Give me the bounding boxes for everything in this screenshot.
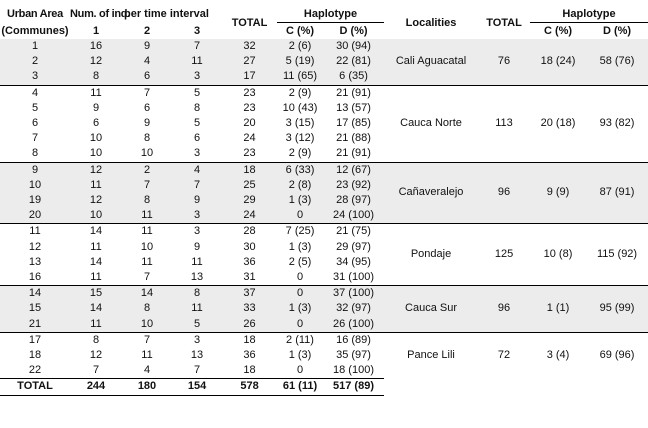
d-cell: 17 (85)	[336, 117, 371, 130]
totals-d: 517 (89)	[323, 379, 384, 395]
interval-3-cell: 11	[191, 255, 203, 268]
area-cell: 5	[31, 101, 39, 114]
total-cell: 37	[222, 286, 277, 302]
area-cell: 13	[28, 255, 42, 268]
interval-1-cell: 11	[90, 271, 102, 284]
total-cell: 26	[222, 317, 277, 333]
totals-total: 578	[222, 379, 277, 395]
total-cell: 33	[222, 301, 277, 316]
locality-total-cell: 96	[478, 286, 530, 333]
total-cell: 31	[243, 271, 256, 284]
header-localities: Localities	[405, 16, 457, 29]
interval-2-cell: 10	[122, 317, 172, 333]
interval-3-cell: 9	[172, 193, 222, 208]
locality-c-cell: 3 (4)	[530, 332, 586, 379]
d-cell: 31 (100)	[333, 271, 374, 284]
d-cell: 21 (91)	[336, 147, 371, 160]
totals-interval-1: 244	[70, 379, 122, 395]
interval-2-cell: 4	[143, 364, 151, 377]
interval-3-cell: 4	[172, 162, 222, 178]
c-cell: 11 (65)	[277, 69, 323, 85]
totals-empty-1	[384, 379, 478, 395]
interval-3-cell: 11	[172, 54, 222, 69]
d-cell: 23 (92)	[323, 178, 384, 193]
header-d-pct-2: D (%)	[602, 25, 632, 37]
area-cell: 12	[28, 240, 42, 253]
interval-3-cell: 6	[193, 132, 201, 145]
interval-3-cell: 3	[172, 69, 222, 85]
locality-cell: Cauca Sur	[384, 286, 478, 333]
interval-3-cell: 8	[193, 101, 201, 114]
d-cell: 26 (100)	[323, 317, 384, 333]
c-cell: 2 (8)	[277, 178, 323, 193]
interval-2-cell: 7	[143, 271, 151, 284]
table-row	[0, 162, 648, 178]
interval-1-cell: 12	[70, 162, 122, 178]
interval-2-cell: 6	[122, 69, 172, 85]
d-cell: 18 (100)	[333, 364, 374, 377]
totals-label: TOTAL	[0, 379, 70, 395]
total-cell: 36	[243, 255, 256, 268]
c-cell: 6 (33)	[277, 162, 323, 178]
total-cell: 28	[222, 224, 277, 240]
header-interval-1: 1	[92, 24, 100, 37]
area-cell: 10	[0, 178, 70, 193]
header-c-pct: C (%)	[285, 25, 315, 37]
interval-3-cell: 3	[193, 147, 201, 160]
interval-2-cell: 11	[141, 255, 153, 268]
header-haplotype-2: Haplotype	[530, 6, 648, 23]
total-cell: 25	[222, 178, 277, 193]
total-cell: 23	[243, 147, 256, 160]
d-cell: 37 (100)	[323, 286, 384, 302]
d-cell: 12 (67)	[323, 162, 384, 178]
d-cell: 6 (35)	[323, 69, 384, 85]
interval-1-cell: 14	[89, 255, 103, 268]
interval-3-cell: 8	[172, 286, 222, 302]
table-row	[0, 286, 648, 302]
d-cell: 21 (91)	[323, 85, 384, 101]
area-cell: 14	[0, 286, 70, 302]
interval-2-cell: 8	[122, 301, 172, 316]
header-c-pct-2: C (%)	[543, 25, 573, 37]
interval-3-cell: 13	[190, 271, 204, 284]
interval-3-cell: 5	[172, 85, 222, 101]
interval-2-cell: 9	[122, 39, 172, 54]
locality-total-cell: 76	[478, 39, 530, 85]
locality-d-cell: 69 (96)	[586, 332, 648, 379]
c-cell: 3 (15)	[285, 117, 315, 130]
interval-2-cell: 8	[143, 132, 151, 145]
totals-row	[0, 379, 648, 395]
locality-cell: Pance Lili	[384, 332, 478, 379]
locality-cell: Cañaveralejo	[384, 162, 478, 224]
interval-3-cell: 5	[172, 317, 222, 333]
c-cell: 1 (3)	[288, 240, 312, 253]
area-cell: 17	[0, 332, 70, 348]
interval-1-cell: 6	[92, 117, 100, 130]
c-cell: 10 (43)	[282, 101, 318, 114]
d-cell: 28 (97)	[323, 193, 384, 208]
locality-d-cell: 115 (92)	[586, 224, 648, 286]
area-cell: 7	[31, 132, 39, 145]
interval-3-cell: 3	[172, 224, 222, 240]
total-cell: 29	[222, 193, 277, 208]
locality-d-cell: 95 (99)	[586, 286, 648, 333]
total-cell: 20	[243, 117, 256, 130]
total-cell: 30	[243, 240, 256, 253]
locality-c-cell: 18 (24)	[530, 39, 586, 85]
interval-1-cell: 10	[70, 208, 122, 224]
c-cell: 0	[277, 286, 323, 302]
interval-2-cell: 7	[122, 85, 172, 101]
interval-3-cell: 13	[190, 349, 204, 362]
header-row-1	[0, 6, 648, 23]
c-cell: 7 (25)	[277, 224, 323, 240]
interval-1-cell: 11	[70, 178, 122, 193]
d-cell: 24 (100)	[323, 208, 384, 224]
area-cell: 3	[0, 69, 70, 85]
total-cell: 24	[243, 132, 256, 145]
c-cell: 0	[296, 271, 304, 284]
interval-3-cell: 7	[193, 364, 201, 377]
d-cell: 22 (81)	[323, 54, 384, 69]
locality-c-cell: 20 (18)	[530, 85, 586, 162]
header-total: TOTAL	[231, 16, 268, 29]
d-cell: 32 (97)	[323, 301, 384, 316]
interval-1-cell: 11	[90, 240, 102, 253]
area-cell: 21	[0, 317, 70, 333]
table-row	[0, 85, 648, 101]
totals-empty-3	[530, 379, 586, 395]
totals-empty-4	[586, 379, 648, 395]
locality-cell: Cali Aguacatal	[384, 39, 478, 85]
d-cell: 16 (89)	[323, 332, 384, 348]
header-num-ind: Num. of ind.	[70, 8, 130, 21]
interval-2-cell: 7	[122, 332, 172, 348]
locality-total-cell: 72	[478, 332, 530, 379]
locality-c-cell: 1 (1)	[530, 286, 586, 333]
interval-1-cell: 12	[70, 193, 122, 208]
interval-2-cell: 14	[122, 286, 172, 302]
haplotype-table	[0, 6, 648, 396]
total-cell: 17	[222, 69, 277, 85]
interval-2-cell: 6	[143, 101, 151, 114]
interval-1-cell: 11	[70, 85, 122, 101]
table-row	[0, 224, 648, 240]
area-cell: 15	[0, 301, 70, 316]
locality-d-cell: 58 (76)	[586, 39, 648, 85]
total-cell: 32	[222, 39, 277, 54]
area-cell: 16	[28, 271, 42, 284]
area-cell: 4	[0, 85, 70, 101]
interval-1-cell: 14	[70, 301, 122, 316]
totals-empty-2	[478, 379, 530, 395]
area-cell: 6	[31, 117, 39, 130]
c-cell: 2 (9)	[288, 147, 312, 160]
table-row	[0, 332, 648, 348]
header-urban-area: Urban Area	[7, 8, 63, 21]
interval-1-cell: 11	[70, 317, 122, 333]
header-haplotype: Haplotype	[277, 6, 384, 23]
locality-total-cell: 125	[478, 224, 530, 286]
area-cell: 20	[0, 208, 70, 224]
c-cell: 3 (12)	[285, 132, 315, 145]
header-communes: (Communes)	[1, 24, 69, 37]
locality-d-cell: 93 (82)	[586, 85, 648, 162]
area-cell: 18	[28, 349, 42, 362]
interval-2-cell: 11	[122, 224, 172, 240]
locality-c-cell: 10 (8)	[530, 224, 586, 286]
d-cell: 29 (97)	[336, 240, 371, 253]
interval-1-cell: 8	[70, 69, 122, 85]
table-row	[0, 39, 648, 54]
c-cell: 1 (3)	[277, 193, 323, 208]
interval-1-cell: 12	[70, 54, 122, 69]
d-cell: 21 (75)	[323, 224, 384, 240]
interval-3-cell: 3	[172, 208, 222, 224]
header-interval-3: 3	[193, 24, 201, 37]
interval-2-cell: 11	[122, 208, 172, 224]
interval-1-cell: 9	[92, 101, 100, 114]
area-cell: 1	[0, 39, 70, 54]
table-body	[0, 39, 648, 379]
area-cell: 11	[0, 224, 70, 240]
d-cell: 21 (88)	[336, 132, 371, 145]
c-cell: 1 (3)	[288, 349, 312, 362]
total-cell: 23	[243, 101, 256, 114]
locality-d-cell: 87 (91)	[586, 162, 648, 224]
interval-3-cell: 9	[193, 240, 201, 253]
area-cell: 8	[31, 147, 39, 160]
d-cell: 30 (94)	[323, 39, 384, 54]
total-cell: 18	[243, 364, 256, 377]
header-total-2: TOTAL	[486, 16, 522, 29]
header-per-time: per time interval	[124, 8, 209, 21]
interval-1-cell: 8	[70, 332, 122, 348]
total-cell: 24	[222, 208, 277, 224]
header-d-pct: D (%)	[339, 25, 368, 37]
c-cell: 0	[296, 364, 304, 377]
interval-2-cell: 4	[122, 54, 172, 69]
totals-c: 61 (11)	[277, 379, 323, 395]
interval-1-cell: 7	[92, 364, 100, 377]
interval-3-cell: 7	[172, 39, 222, 54]
interval-2-cell: 10	[140, 240, 154, 253]
c-cell: 0	[277, 317, 323, 333]
interval-2-cell: 10	[140, 147, 154, 160]
interval-2-cell: 2	[122, 162, 172, 178]
interval-2-cell: 11	[141, 349, 153, 362]
header-row-2	[0, 23, 648, 40]
locality-total-cell: 113	[478, 85, 530, 162]
interval-1-cell: 12	[89, 349, 103, 362]
interval-1-cell: 15	[70, 286, 122, 302]
locality-cell: Cauca Norte	[384, 85, 478, 162]
locality-total-cell: 96	[478, 162, 530, 224]
total-cell: 36	[243, 349, 256, 362]
interval-3-cell: 3	[172, 332, 222, 348]
area-cell: 19	[0, 193, 70, 208]
area-cell: 2	[0, 54, 70, 69]
total-cell: 18	[222, 162, 277, 178]
totals-interval-3: 154	[172, 379, 222, 395]
interval-1-cell: 16	[70, 39, 122, 54]
c-cell: 1 (3)	[277, 301, 323, 316]
total-cell: 27	[222, 54, 277, 69]
total-cell: 18	[222, 332, 277, 348]
interval-2-cell: 9	[143, 117, 151, 130]
interval-2-cell: 8	[122, 193, 172, 208]
c-cell: 2 (5)	[288, 255, 312, 268]
locality-c-cell: 9 (9)	[530, 162, 586, 224]
c-cell: 5 (19)	[277, 54, 323, 69]
totals-interval-2: 180	[122, 379, 172, 395]
locality-cell: Pondaje	[384, 224, 478, 286]
d-cell: 34 (95)	[336, 255, 371, 268]
d-cell: 13 (57)	[336, 101, 371, 114]
c-cell: 2 (9)	[277, 85, 323, 101]
c-cell: 0	[277, 208, 323, 224]
interval-3-cell: 11	[172, 301, 222, 316]
interval-1-cell: 14	[70, 224, 122, 240]
c-cell: 2 (6)	[277, 39, 323, 54]
interval-1-cell: 10	[89, 147, 103, 160]
interval-3-cell: 7	[172, 178, 222, 193]
area-cell: 9	[0, 162, 70, 178]
area-cell: 22	[28, 364, 42, 377]
total-cell: 23	[222, 85, 277, 101]
interval-3-cell: 5	[193, 117, 201, 130]
c-cell: 2 (11)	[277, 332, 323, 348]
header-interval-2: 2	[143, 24, 151, 37]
interval-2-cell: 7	[122, 178, 172, 193]
interval-1-cell: 10	[89, 132, 103, 145]
d-cell: 35 (97)	[336, 349, 371, 362]
